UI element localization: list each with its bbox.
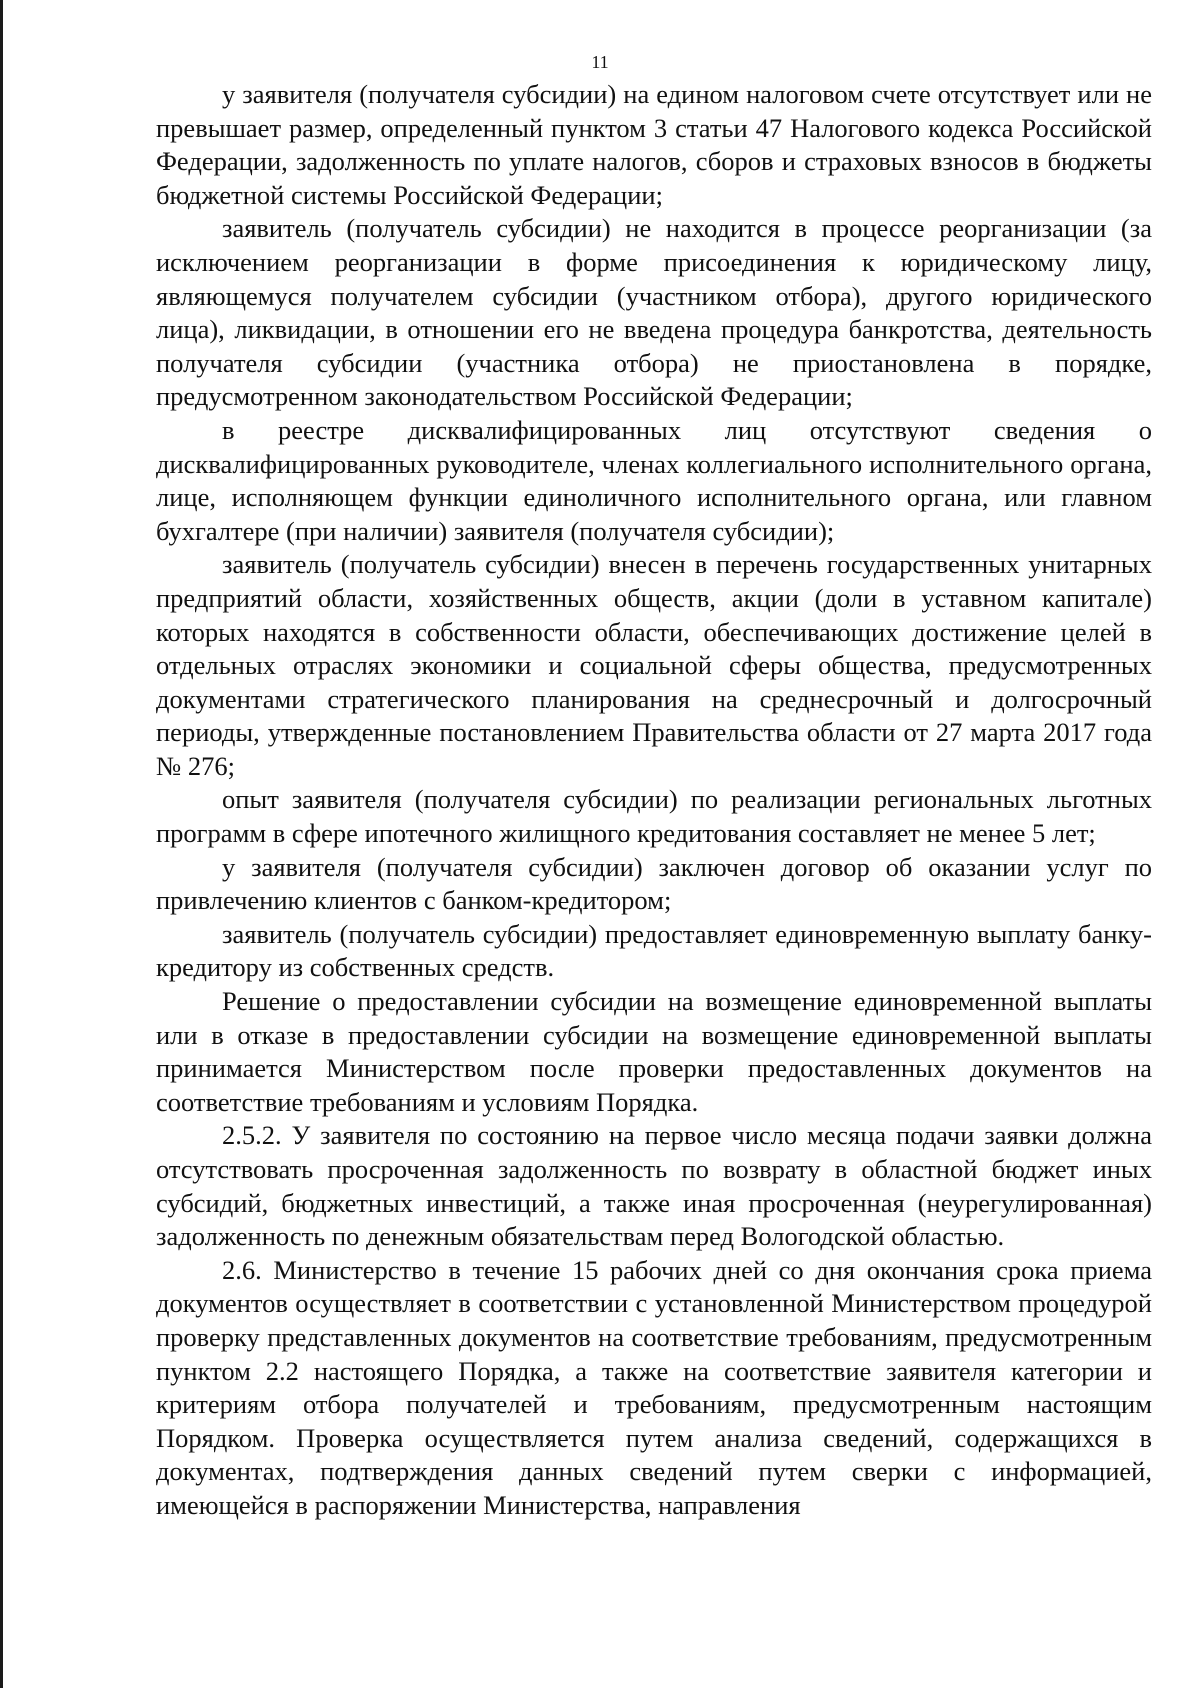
paragraph: заявитель (получатель субсидии) внесен в перечень государственных унитарных предприятий области, хозяйственных обществ, акции (доли в уставном капитале) которых находятся в собственности области, обеспечивающих достижение целей в отдельных отраслях экономики и социальной сферы общества, предусмотренных документами стратегического планирования на среднесрочный и долгосрочный периоды, утвержденные постановлением Правительства области от 27 марта 2017 года № 276; (156, 549, 1152, 781)
page-number: 11 (591, 52, 609, 72)
paragraph: 2.5.2. У заявителя по состоянию на первое число месяца подачи заявки должна отсутствовать просроченная задолженность по возврату в областной бюджет иных субсидий, бюджетных инвестиций, а также иная просроченная (неурегулированная) задолженность по денежным обязательствам перед Вологодской областью. (156, 1120, 1152, 1252)
paragraph: опыт заявителя (получателя субсидии) по реализации региональных льготных программ в сфере ипотечного жилищного кредитования составляет не менее 5 лет; (156, 784, 1152, 849)
paragraph: 2.6. Министерство в течение 15 рабочих дней со дня окончания срока приема документов осуществляет в соответствии с установленной Министерством процедурой проверку представленных документов на соответствие требованиям, предусмотренным пунктом 2.2 настоящего Порядка, а также на соответствие заявителя категории и критериям отбора получателей и требованиям, предусмотренным настоящим Порядком. Проверка осуществляется путем анализа сведений, содержащихся в документах, подтверждения данных сведений путем сверки с информацией, имеющейся в распоряжении Министерства, направления (156, 1254, 1152, 1520)
paragraph: заявитель (получатель субсидии) не находится в процессе реорганизации (за исключением реорганизации в форме присоединения к юридическому лицу, являющемуся получателем субсидии (участником отбора), другого юридического лица), ликвидации, в отношении его не введена процедура банкротства, деятельность получателя субсидии (участника отбора) не приостановлена в порядке, предусмотренном законодательством Российской Федерации; (156, 213, 1152, 412)
scan-edge-line (0, 0, 3, 1688)
paragraph: у заявителя (получателя субсидии) заключен договор об оказании услуг по привлечению клиентов с банком-кредитором; (156, 851, 1152, 916)
paragraph: в реестре дисквалифицированных лиц отсутствуют сведения о дисквалифицированных руководителе, членах коллегиального исполнительного органа, лице, исполняющем функции единоличного исполнительного органа, или главном бухгалтере (при наличии) заявителя (получателя субсидии); (156, 414, 1152, 546)
paragraph: у заявителя (получателя субсидии) на едином налоговом счете отсутствует или не превышает размер, определенный пунктом 3 статьи 47 Налогового кодекса Российской Федерации, задолженность по уплате налогов, сборов и страховых взносов в бюджеты бюджетной системы Российской Федерации; (156, 79, 1152, 210)
paragraph: заявитель (получатель субсидии) предоставляет единовременную выплату банку-кредитору из собственных средств. (156, 918, 1152, 983)
body-text (156, 78, 1152, 1523)
paragraph: Решение о предоставлении субсидии на возмещение единовременной выплаты или в отказе в предоставлении субсидии на возмещение единовременной выплаты принимается Министерством после проверки предоставленных документов на соответствие требованиям и условиям Порядка. (156, 986, 1152, 1117)
